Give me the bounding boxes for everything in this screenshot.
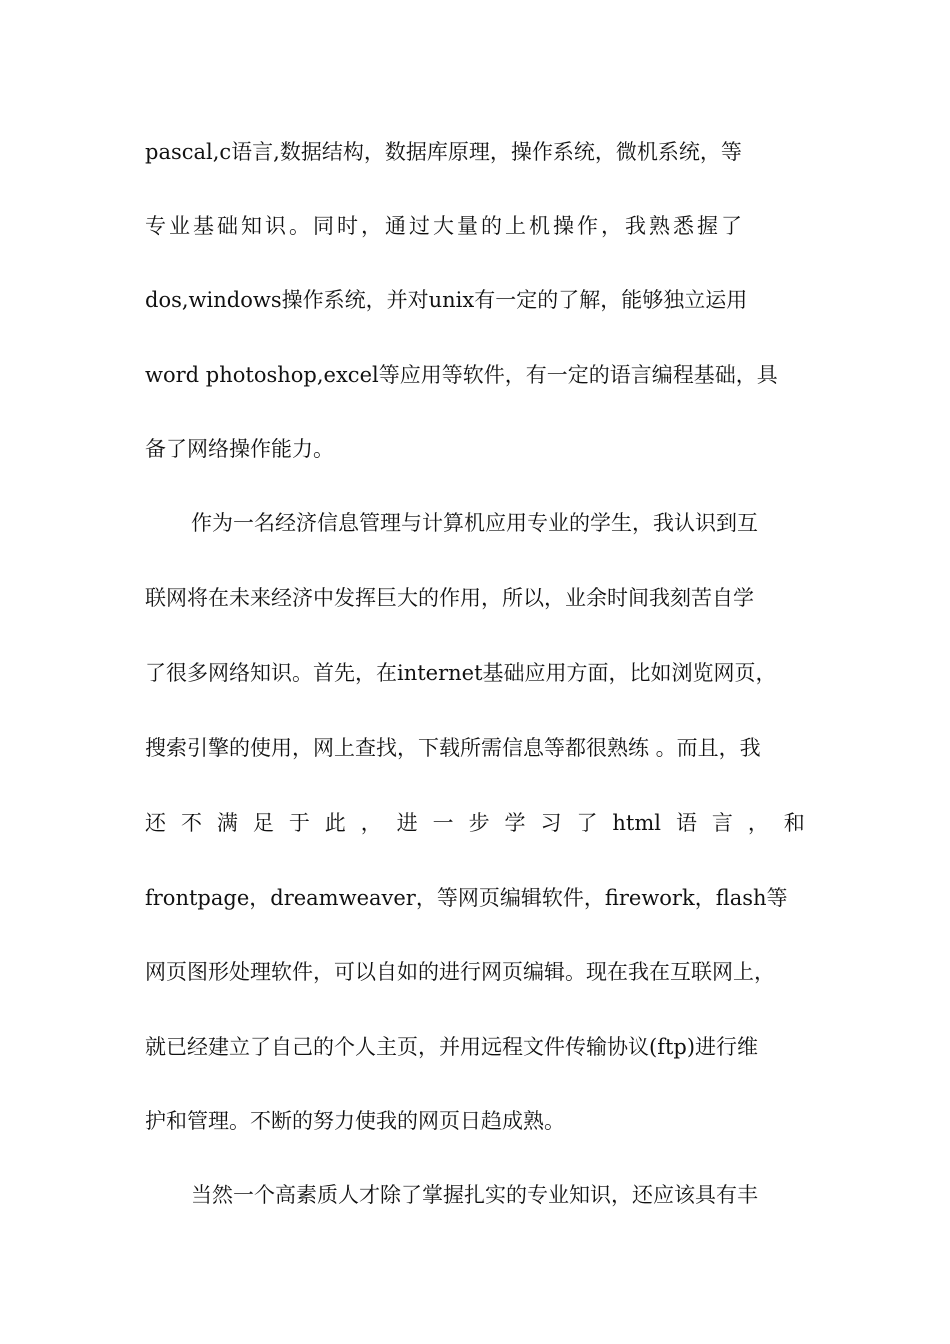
word: 语 (675, 811, 697, 835)
text-line-13: 就已经建立了自己的个人主页，并用远程文件传输协议(ftp)进行维 (145, 1035, 759, 1059)
word: 和 (783, 811, 805, 835)
text-line-8: 了很多网络知识。首先，在internet基础应用方面，比如浏览网页， (145, 661, 777, 685)
word: ， (360, 811, 382, 835)
word: 足 (252, 811, 274, 835)
paragraph-2-first-line: 作为一名经济信息管理与计算机应用专业的学生，我认识到互 (191, 511, 758, 535)
text-line-3: dos,windows操作系统，并对unix有一定的了解，能够独立运用 (145, 288, 748, 312)
text-line-11: frontpage，dreamweaver，等网页编辑软件，firework，flash等 (145, 886, 788, 910)
paragraph-3-first-line: 当然一个高素质人才除了掌握扎实的专业知识，还应该具有丰 (191, 1183, 758, 1207)
text-line-10 (145, 808, 805, 838)
word: 此 (324, 811, 346, 835)
text-line-5: 备了网络操作能力。 (145, 437, 334, 461)
word: 言 (711, 811, 733, 835)
word: 学 (504, 811, 526, 835)
word: 于 (288, 811, 310, 835)
word: 还 (145, 811, 166, 835)
text-line-14: 护和管理。不断的努力使我的网页日趋成熟。 (145, 1109, 565, 1133)
word: 步 (468, 811, 490, 835)
text-line-2: 专业基础知识。同时，通过大量的上机操作，我熟悉握了 (145, 214, 745, 238)
word: 进 (396, 811, 418, 835)
text-line-1: pascal,c语言,数据结构，数据库原理，操作系统，微机系统，等 (145, 140, 742, 164)
text-line-9: 搜索引擎的使用，网上查找，下载所需信息等都很熟练 。而且，我 (145, 736, 761, 760)
word: 满 (216, 811, 238, 835)
word: ， (747, 811, 769, 835)
word: 了 (576, 811, 598, 835)
word: html (612, 811, 661, 835)
word: 一 (432, 811, 454, 835)
word: 不 (180, 811, 202, 835)
text-line-7: 联网将在未来经济中发挥巨大的作用，所以，业余时间我刻苦自学 (145, 586, 754, 610)
word: 习 (540, 811, 562, 835)
text-line-4: word photoshop,excel等应用等软件，有一定的语言编程基础，具 (145, 363, 778, 387)
text-line-12: 网页图形处理软件，可以自如的进行网页编辑。现在我在互联网上， (145, 960, 775, 984)
